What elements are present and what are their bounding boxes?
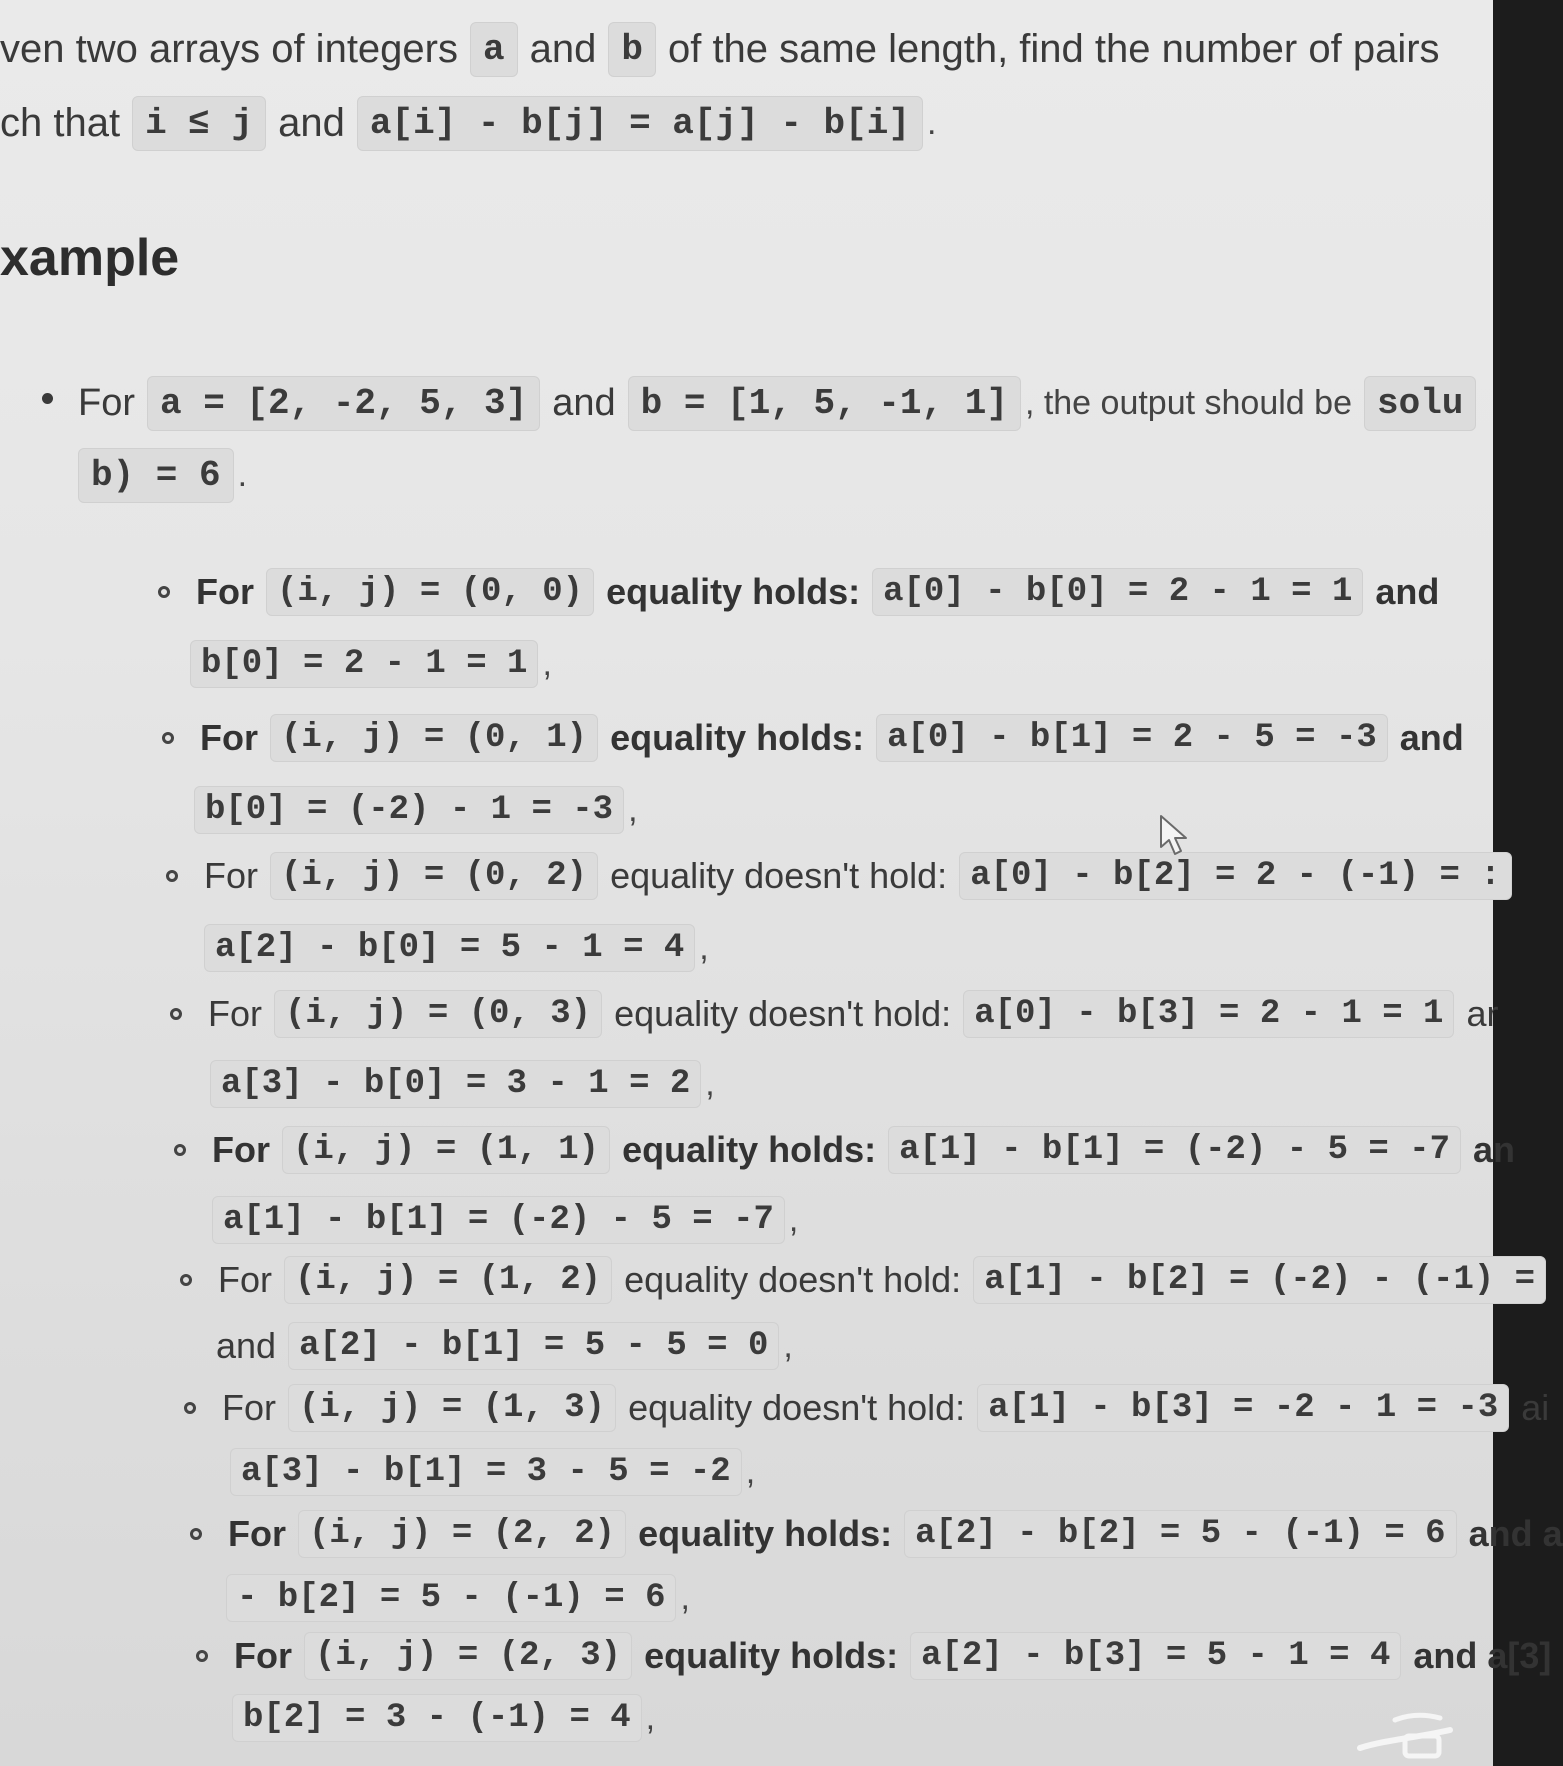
item-label: equality doesn't hold: xyxy=(624,1259,962,1300)
item-label: equality holds: xyxy=(622,1129,877,1170)
item-label: equality doesn't hold: xyxy=(628,1387,966,1428)
code-output: b) = 6 xyxy=(78,448,234,503)
code-expression: a[0] - b[2] = 2 - (-1) = : xyxy=(959,852,1512,900)
code-pair: (i, j) = (0, 0) xyxy=(266,568,594,616)
code-b: b xyxy=(608,22,656,77)
item-tail: and a xyxy=(1468,1513,1563,1554)
item-tail: and a[3] xyxy=(1413,1635,1552,1676)
item-for: For xyxy=(200,717,258,758)
item-tail: ai xyxy=(1521,1387,1550,1428)
item-for: For xyxy=(222,1387,276,1428)
code-expression: a[1] - b[1] = (-2) - 5 = -7 xyxy=(212,1196,785,1244)
sub-item-line-1 xyxy=(190,1510,1563,1558)
code-pair: (i, j) = (0, 1) xyxy=(270,714,598,762)
code-expression: a[0] - b[3] = 2 - 1 = 1 xyxy=(963,990,1454,1038)
sub-item-line-1 xyxy=(158,568,1439,616)
sub-item-line-2 xyxy=(216,1322,793,1370)
item-end: , xyxy=(788,1200,799,1239)
sub-bullet-icon xyxy=(166,870,178,882)
sub-bullet-icon xyxy=(162,732,174,744)
intro-text: ven two arrays of integers xyxy=(0,27,458,71)
code-pair: (i, j) = (0, 2) xyxy=(270,852,598,900)
sub-bullet-icon xyxy=(170,1008,182,1020)
item-for: For xyxy=(208,993,262,1034)
item-for: For xyxy=(212,1129,270,1170)
item-for: For xyxy=(204,855,258,896)
sub-item-line-1 xyxy=(170,990,1498,1038)
item-tail: and xyxy=(1375,571,1440,612)
sub-bullet-icon xyxy=(180,1274,192,1286)
example-heading: xample xyxy=(0,229,180,287)
code-expression: a[2] - b[3] = 5 - 1 = 4 xyxy=(910,1632,1401,1680)
code-expression: a[3] - b[1] = 3 - 5 = -2 xyxy=(230,1448,742,1496)
sub-bullet-icon xyxy=(184,1402,196,1414)
intro-line-2 xyxy=(0,96,936,151)
code-pair: (i, j) = (2, 2) xyxy=(298,1510,626,1558)
item-for: For xyxy=(218,1259,272,1300)
sub-bullet-icon xyxy=(196,1650,208,1662)
item-end: , xyxy=(542,644,552,683)
item-tail: and xyxy=(1399,717,1464,758)
code-pair: (i, j) = (1, 1) xyxy=(282,1126,610,1174)
code-expression: - b[2] = 5 - (-1) = 6 xyxy=(226,1574,676,1622)
code-expression: b[0] = 2 - 1 = 1 xyxy=(190,640,538,688)
code-expression: a[3] - b[0] = 3 - 1 = 2 xyxy=(210,1060,701,1108)
intro-text: and xyxy=(278,101,345,145)
sub-item-line-1 xyxy=(166,852,1512,900)
code-pair: (i, j) = (2, 3) xyxy=(304,1632,632,1680)
code-array-a: a = [2, -2, 5, 3] xyxy=(147,376,540,431)
item-label: equality holds: xyxy=(610,717,865,758)
item-end: , xyxy=(745,1452,756,1491)
code-expression: a[2] - b[0] = 5 - 1 = 4 xyxy=(204,924,695,972)
sub-item-line-2 xyxy=(204,924,709,972)
item-pre: and xyxy=(216,1325,277,1366)
watermark-glyph-icon xyxy=(1355,1700,1465,1760)
code-expression: a[0] - b[1] = 2 - 5 = -3 xyxy=(876,714,1388,762)
item-end: , xyxy=(783,1326,793,1365)
example-and: and xyxy=(552,382,616,424)
intro-line-1 xyxy=(0,22,1440,77)
code-pair: (i, j) = (0, 3) xyxy=(274,990,602,1038)
example-line-2 xyxy=(78,448,247,503)
code-solution: solu xyxy=(1364,376,1476,431)
code-equation: a[i] - b[j] = a[j] - b[i] xyxy=(357,96,923,151)
sub-item-line-2 xyxy=(230,1448,755,1496)
item-label: equality doesn't hold: xyxy=(610,855,948,896)
item-end: , xyxy=(680,1578,690,1617)
sub-item-line-2 xyxy=(232,1694,655,1742)
item-for: For xyxy=(196,571,254,612)
item-label: equality holds: xyxy=(638,1513,893,1554)
code-condition: i ≤ j xyxy=(132,96,266,151)
item-end: , xyxy=(645,1698,656,1737)
sub-bullet-icon xyxy=(174,1144,186,1156)
code-a: a xyxy=(470,22,518,77)
sub-item-line-2 xyxy=(194,786,638,834)
code-expression: a[2] - b[2] = 5 - (-1) = 6 xyxy=(904,1510,1457,1558)
intro-text: ch that xyxy=(0,101,121,145)
example-for: For xyxy=(78,382,135,424)
code-pair: (i, j) = (1, 3) xyxy=(288,1384,616,1432)
item-label: equality doesn't hold: xyxy=(614,993,952,1034)
sub-item-line-1 xyxy=(162,714,1464,762)
sub-bullet-icon xyxy=(190,1528,202,1540)
sub-item-line-1 xyxy=(174,1126,1515,1174)
sub-item-line-2 xyxy=(210,1060,715,1108)
code-expression: a[2] - b[1] = 5 - 5 = 0 xyxy=(288,1322,779,1370)
code-expression: a[1] - b[1] = (-2) - 5 = -7 xyxy=(888,1126,1461,1174)
item-label: equality holds: xyxy=(644,1635,899,1676)
intro-text: of the same length, find the number of pairs xyxy=(667,27,1440,71)
sub-item-line-1 xyxy=(180,1256,1546,1304)
sub-item-line-1 xyxy=(184,1384,1549,1432)
code-expression: a[0] - b[0] = 2 - 1 = 1 xyxy=(872,568,1363,616)
item-end: , xyxy=(705,1064,715,1103)
item-end: , xyxy=(628,790,638,829)
sub-item-line-2 xyxy=(226,1574,690,1622)
sub-item-line-2 xyxy=(190,640,552,688)
item-tail: ar xyxy=(1466,993,1499,1034)
example-period: . xyxy=(237,456,248,494)
code-pair: (i, j) = (1, 2) xyxy=(284,1256,612,1304)
code-array-b: b = [1, 5, -1, 1] xyxy=(628,376,1021,431)
example-mid-text: , the output should be xyxy=(1024,384,1352,422)
sub-bullet-icon xyxy=(158,586,170,598)
bullet-icon xyxy=(42,393,53,404)
sub-item-line-2 xyxy=(212,1196,798,1244)
intro-period: . xyxy=(926,104,937,142)
code-expression: a[1] - b[3] = -2 - 1 = -3 xyxy=(977,1384,1509,1432)
intro-text: and xyxy=(529,27,597,71)
item-end: , xyxy=(699,928,709,967)
example-line-1 xyxy=(78,376,1476,431)
code-expression: a[1] - b[2] = (-2) - (-1) = xyxy=(973,1256,1546,1304)
item-label: equality holds: xyxy=(606,571,861,612)
code-expression: b[2] = 3 - (-1) = 4 xyxy=(232,1694,642,1742)
item-for: For xyxy=(228,1513,286,1554)
item-tail: an xyxy=(1472,1129,1515,1170)
item-for: For xyxy=(234,1635,292,1676)
code-expression: b[0] = (-2) - 1 = -3 xyxy=(194,786,624,834)
sub-item-line-1 xyxy=(196,1632,1551,1680)
mouse-pointer-icon xyxy=(1158,813,1194,859)
